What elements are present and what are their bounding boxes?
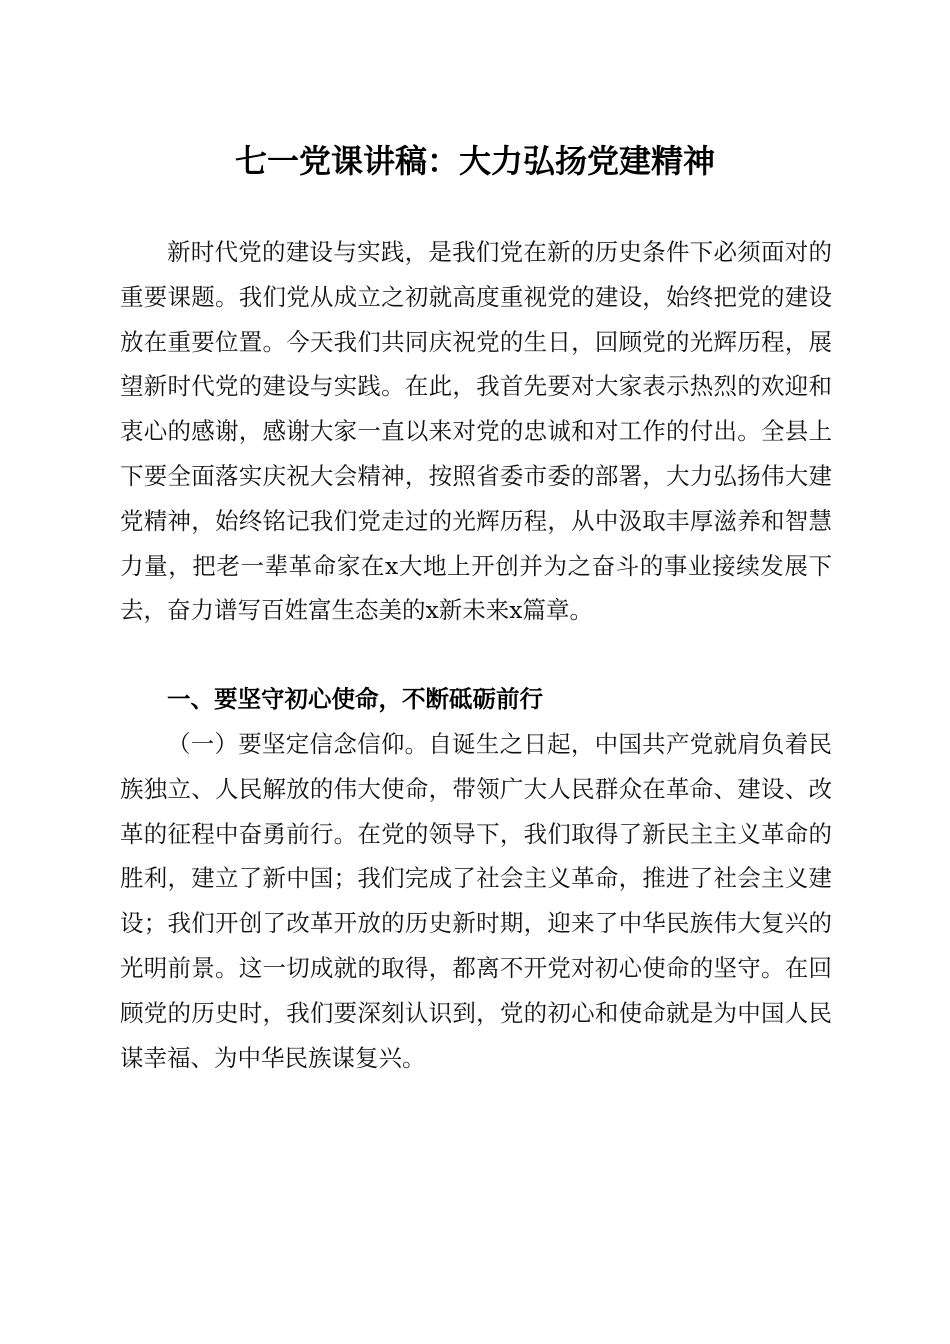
intro-paragraph: 新时代党的建设与实践，是我们党在新的历史条件下必须面对的重要课题。我们党从成立之初就高度重视党的建设，始终把党的建设放在重要位置。今天我们共同庆祝党的生日，回顾党的光辉历程，展望新时代党的建设与实践。在此，我首先要对大家表示热烈的欢迎和衷心的感谢，感谢大家一直以来对党的忠诚和对工作的付出。全县上下要全面落实庆祝大会精神，按照省委市委的部署，大力弘扬伟大建党精神，始终铭记我们党走过的光辉历程，从中汲取丰厚滋养和智慧力量，把老一辈革命家在x大地上开创并为之奋斗的事业接续发展下去，奋力谱写百姓富生态美的x新未来x篇章。 <box>120 238 832 625</box>
section-heading: 一、要坚守初心使命，不断砥砺前行 <box>167 685 543 713</box>
section-paragraph: （一）要坚定信念信仰。自诞生之日起，中国共产党就肩负着民族独立、人民解放的伟大使命，带领广大人民群众在革命、建设、改革的征程中奋勇前行。在党的领导下，我们取得了新民主主义革命的胜利，建立了新中国；我们完成了社会主义革命，推进了社会主义建设；我们开创了改革开放的历史新时期，迎来了中华民族伟大复兴的光明前景。这一切成就的取得，都离不开党对初心使命的坚守。在回顾党的历史时，我们要深刻认识到，党的初心和使命就是为中国人民谋幸福、为中华民族谋复兴。 <box>120 730 832 1072</box>
document-title: 七一党课讲稿：大力弘扬党建精神 <box>234 142 715 180</box>
